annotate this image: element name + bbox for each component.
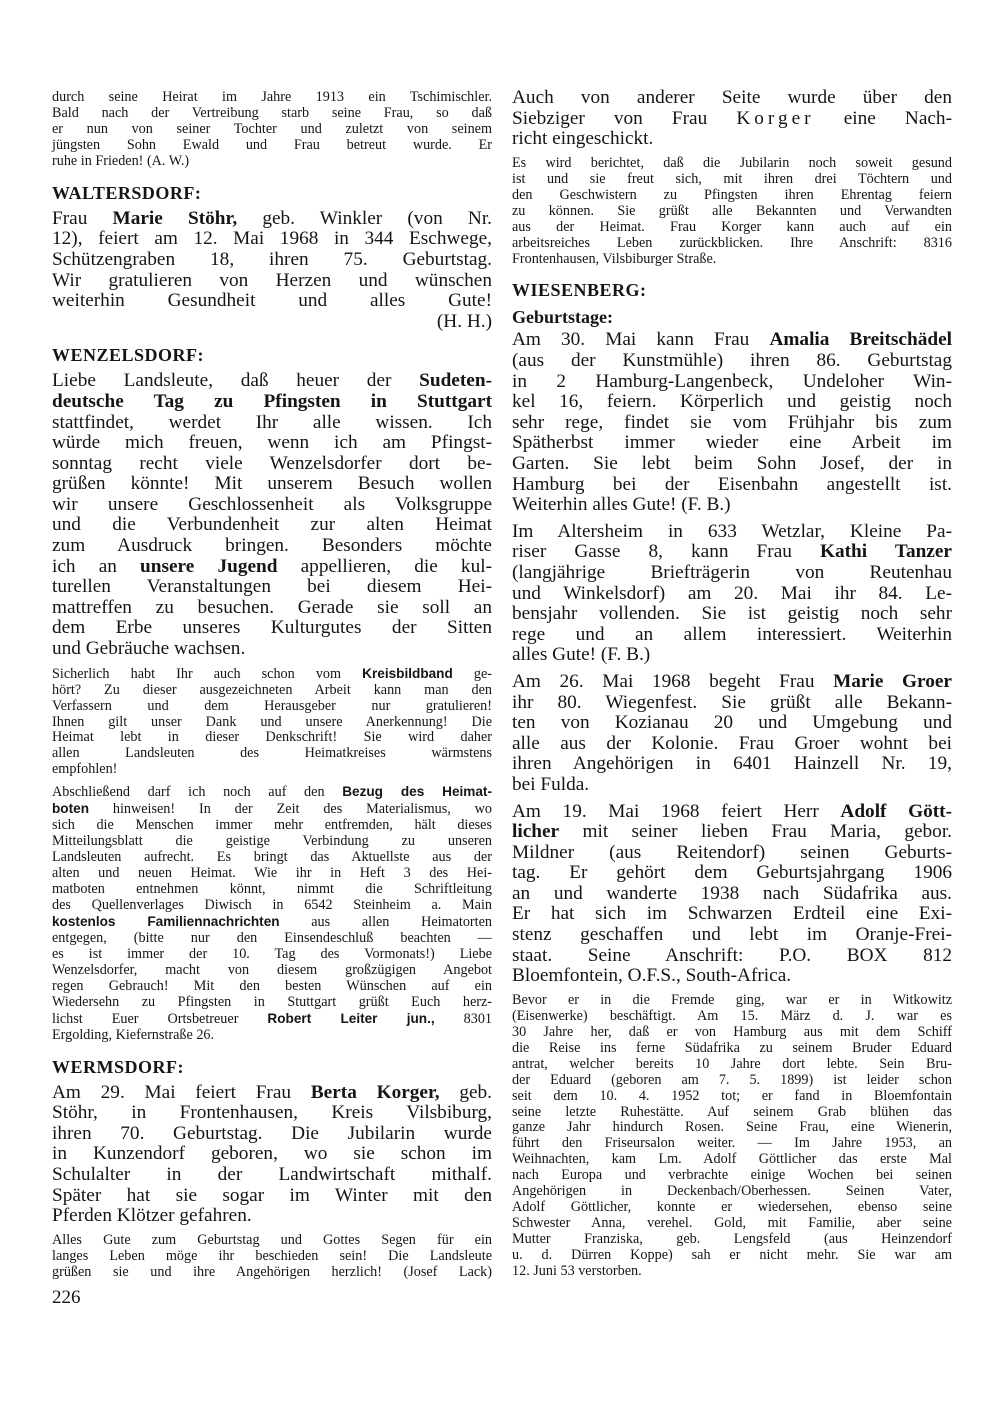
text-run: Am 19. Mai 1968 feiert Herr bbox=[512, 800, 841, 822]
text-line bbox=[52, 1011, 492, 1028]
text-line bbox=[52, 762, 492, 778]
text-run: und Gebräuche wachsen. bbox=[52, 638, 246, 660]
text-line bbox=[52, 392, 492, 413]
text-run: Verfassern und dem Herausgeber nur gratulieren! bbox=[52, 697, 492, 714]
text-run: (H. H.) bbox=[436, 310, 492, 332]
text-line bbox=[512, 884, 952, 905]
text-run: sich die Menschen immer mehr entfremden, hält dieses bbox=[52, 817, 492, 834]
text-run: Landsleuten aufrecht. Es bringt das Aktuellste aus der bbox=[52, 849, 492, 866]
text-run: ganze Jahr hindurch Rosen. Seine Frau, eine Wienerin, bbox=[512, 1119, 952, 1136]
text-line bbox=[52, 963, 492, 979]
text-run: in Kunzendorf geboren, wo sie schon im bbox=[52, 1143, 492, 1165]
text-run: 30 Jahre her, daß er von Hamburg aus mit dem Schiff bbox=[512, 1023, 952, 1040]
text-line bbox=[512, 1200, 952, 1216]
bold-text: Adolf Gött- bbox=[840, 800, 952, 822]
text-line bbox=[52, 1165, 492, 1186]
text-run: Korger bbox=[736, 107, 815, 129]
text-run: mattreffen zu besuchen. Gerade sie soll an bbox=[52, 596, 492, 618]
bold-text: unsere Jugend bbox=[140, 555, 278, 577]
paragraph bbox=[512, 802, 952, 987]
text-run: Wenzelsdorfer, macht von diesem großzügigen Angebot bbox=[52, 961, 492, 978]
text-line bbox=[512, 522, 952, 543]
text-line bbox=[52, 1144, 492, 1165]
text-run: Schulalter in der Landwirtschaft mithalf. bbox=[52, 1163, 492, 1185]
text-run: es ist immer der 10. Tag des Vormonats!) Liebe bbox=[52, 945, 492, 962]
text-run: Bevor er in die Fremde ging, war er in Witkowitz bbox=[512, 991, 952, 1008]
text-line bbox=[512, 802, 952, 823]
text-line bbox=[52, 666, 492, 683]
text-run: WIESENBERG: bbox=[512, 280, 647, 301]
text-run: lichst Euer Ortsbetreuer bbox=[52, 1010, 268, 1027]
text-run: WERMSDORF: bbox=[52, 1056, 184, 1077]
text-run: Spätherbst immer wieder eine Arbeit im bbox=[512, 432, 952, 454]
text-run: Ergolding, Kiefernstraße 26. bbox=[52, 1026, 215, 1043]
text-run: bensjahr vollenden. Sie ist geistig noch sehr bbox=[512, 603, 952, 625]
text-line bbox=[52, 850, 492, 866]
text-line bbox=[512, 775, 952, 796]
text-run: wir unsere Geschlossenheit als Volksgruppe bbox=[52, 493, 492, 515]
section-heading bbox=[52, 344, 492, 366]
text-line bbox=[52, 979, 492, 995]
text-run: ten von Kozianau 20 und Umgebung und bbox=[512, 712, 952, 734]
text-line bbox=[52, 784, 492, 801]
text-run: matboten entnehmen könnt, nimmt die Schriftleitung bbox=[52, 881, 492, 898]
text-run: Frontenhausen, Vilsbiburger Straße. bbox=[512, 250, 717, 267]
bold-text: Sudeten- bbox=[419, 370, 492, 392]
text-run: Wiedersehn zu Pfingsten in Stuttgart grüßt Euch herz- bbox=[52, 993, 492, 1010]
text-run: zum Ausdruck bringen. Besonders möchte bbox=[52, 535, 492, 557]
text-line bbox=[52, 209, 492, 230]
text-line bbox=[512, 330, 952, 351]
text-run: hinweisen! In der Zeit des Materialismus, wo bbox=[89, 801, 492, 818]
text-line bbox=[512, 1120, 952, 1136]
text-line bbox=[52, 433, 492, 454]
section-heading bbox=[512, 279, 952, 301]
text-line bbox=[52, 834, 492, 850]
text-line bbox=[512, 1184, 952, 1200]
text-run: Adolf Göttlicher, konnte er wiedersehen, ebenso seine bbox=[512, 1199, 952, 1216]
text-run: Es wird berichtet, daß die Jubilarin noch soweit gesund bbox=[512, 154, 952, 171]
text-run: Mutter Franziska, geb. Lengsfeld (aus Heinzendorf bbox=[512, 1231, 952, 1248]
text-run: alles Gute! (F. B.) bbox=[512, 644, 651, 666]
text-line bbox=[512, 563, 952, 584]
text-line bbox=[52, 154, 492, 170]
text-line bbox=[52, 312, 492, 333]
text-run: Wir gratulieren von Herzen und wünschen bbox=[52, 269, 492, 291]
text-line bbox=[512, 1152, 952, 1168]
text-run: Am 26. Mai 1968 begeht Frau bbox=[512, 670, 834, 692]
text-run: alle aus der Kolonie. Frau Groer wohnt bei bbox=[512, 732, 952, 754]
text-line bbox=[52, 474, 492, 495]
text-line bbox=[512, 1009, 952, 1025]
text-line bbox=[512, 1248, 952, 1264]
bold-text: Bezug des Heimat- bbox=[342, 784, 492, 800]
text-line bbox=[52, 577, 492, 598]
text-run: Weihnachten, kam Lm. Adolf Göttlicher das erste Mal bbox=[512, 1151, 952, 1168]
text-line bbox=[512, 1168, 952, 1184]
text-line bbox=[512, 584, 952, 605]
text-line bbox=[512, 993, 952, 1009]
text-run: Bald nach der Vertreibung starb seine Frau, so daß bbox=[52, 104, 492, 121]
text-run: und die Verbundenheit zur alten Heimat bbox=[52, 514, 492, 536]
text-run: aus allen Heimatorten bbox=[279, 913, 492, 930]
text-run: mit seiner lieben Frau Maria, gebor. bbox=[559, 821, 952, 843]
text-line bbox=[52, 454, 492, 475]
text-line bbox=[52, 1206, 492, 1227]
paragraph bbox=[512, 330, 952, 515]
text-run: Sicherlich habt Ihr auch schon vom bbox=[52, 665, 363, 682]
text-line bbox=[512, 495, 952, 516]
paragraph bbox=[52, 209, 492, 333]
text-run: stattfindet, werdet Ihr alle wissen. Ich bbox=[52, 411, 492, 433]
text-line bbox=[512, 604, 952, 625]
text-run: Angehörigen in Deckenbach/Oberhessen. Seinen Vater, bbox=[512, 1183, 952, 1200]
text-line bbox=[52, 715, 492, 731]
text-run: Mitteilungsblatt die geistige Verbindung zu unseren bbox=[52, 833, 492, 850]
text-line bbox=[512, 252, 952, 268]
text-run: grüßen könnte! Mit unserem Besuch wollen bbox=[52, 473, 492, 495]
text-run: sehr rege, findet sie vom Frühjahr bis zum bbox=[512, 411, 952, 433]
text-run: der Eduard (geboren am 7. 5. 1899) ist leider schon bbox=[512, 1071, 952, 1088]
text-run: regen Gebrauch! Mit den besten Wünschen auf ein bbox=[52, 977, 492, 994]
text-run: den Geschwistern zu Pfingsten ihren Ehrentag feiern bbox=[512, 186, 952, 203]
text-run: alten und neuen Heimat. Wie ihr in Heft 3 des Hei- bbox=[52, 865, 492, 882]
text-line bbox=[52, 683, 492, 699]
text-run: dem Erbe unseres Kulturgutes der Sitten bbox=[52, 617, 492, 639]
text-line bbox=[52, 746, 492, 762]
text-run: eine Nach- bbox=[814, 107, 952, 129]
text-line bbox=[52, 495, 492, 516]
text-line bbox=[52, 106, 492, 122]
text-line bbox=[512, 236, 952, 252]
text-run: Ihnen gilt unser Dank und unsere Anerkennung! Die bbox=[52, 713, 492, 730]
text-line bbox=[52, 229, 492, 250]
bold-text: deutsche Tag zu Pfingsten in Stuttgart bbox=[52, 390, 492, 412]
text-run: geb. Winkler (von Nr. bbox=[237, 207, 493, 229]
text-run: ruhe in Frieden! (A. W.) bbox=[52, 152, 190, 169]
bold-text: Amalia Breitschädel bbox=[769, 329, 952, 351]
text-run: ihren 70. Geburtstag. Die Jubilarin wurde bbox=[52, 1122, 492, 1144]
text-run: Siebziger von Frau bbox=[512, 107, 737, 129]
text-line bbox=[52, 122, 492, 138]
text-run: Bloemfontein, O.F.S., South-Africa. bbox=[512, 965, 792, 987]
bold-text: Marie Groer bbox=[833, 670, 952, 692]
text-run: antrat, welcher bereits 10 Jahre dort lebte. Sein Bru- bbox=[512, 1055, 952, 1072]
text-run: bei Fulda. bbox=[512, 773, 590, 795]
text-run: Abschließend darf ich noch auf den bbox=[52, 784, 343, 801]
text-line bbox=[52, 1124, 492, 1145]
text-line bbox=[52, 371, 492, 392]
text-run: Hamburg bei der Eisenbahn angestellt ist. bbox=[512, 473, 952, 495]
text-run: nach Europa und verbrachte einige Wochen bei seinen bbox=[512, 1167, 952, 1184]
text-run: Im Altersheim in 633 Wetzlar, Kleine Pa- bbox=[512, 520, 952, 542]
text-run: er nun von seiner Tochter und zuletzt von seinem bbox=[52, 120, 492, 137]
text-line bbox=[52, 271, 492, 292]
text-line bbox=[52, 618, 492, 639]
text-line bbox=[52, 995, 492, 1011]
text-line bbox=[52, 413, 492, 434]
text-run: grüßen sie und ihre Angehörigen herzlich! (Josef Lack) bbox=[52, 1263, 492, 1280]
text-line bbox=[512, 1041, 952, 1057]
text-line bbox=[52, 1265, 492, 1281]
subheading bbox=[512, 306, 952, 328]
text-run: u. d. Dürren Koppe) sah er nicht mehr. Sie war am bbox=[512, 1247, 952, 1264]
text-line bbox=[512, 220, 952, 236]
text-line bbox=[512, 1216, 952, 1232]
text-line bbox=[512, 1057, 952, 1073]
text-line bbox=[52, 1028, 492, 1044]
text-run: Pferden Klötzer gefahren. bbox=[52, 1205, 252, 1227]
text-run: Schwester Anna, verehel. Gold, mit Familie, aber seine bbox=[512, 1215, 952, 1232]
text-run: Am 30. Mai kann Frau bbox=[512, 329, 770, 351]
text-line bbox=[512, 188, 952, 204]
text-line bbox=[512, 172, 952, 188]
text-run: (aus der Kunstmühle) ihren 86. Geburtstag bbox=[512, 350, 952, 372]
text-line bbox=[512, 904, 952, 925]
text-line bbox=[512, 372, 952, 393]
text-run: aus der Heimat. Frau Korger kann auch auf ein bbox=[512, 218, 952, 235]
text-line bbox=[52, 1103, 492, 1124]
text-run: Er hat sich im Schwarzen Erdteil eine Exi- bbox=[512, 903, 952, 925]
text-line bbox=[512, 351, 952, 372]
text-run: Schützengraben 18, ihren 75. Geburtstag. bbox=[52, 248, 492, 270]
paragraph bbox=[512, 672, 952, 796]
text-run: riser Gasse 8, kann Frau bbox=[512, 541, 820, 563]
text-run: zu können. Sie grüßt alle Bekannten und Verwandten bbox=[512, 202, 952, 219]
text-line bbox=[512, 672, 952, 693]
text-line bbox=[512, 88, 952, 109]
text-run: an und wanderte 1938 nach Südafrika aus. bbox=[512, 882, 952, 904]
text-run: 8301 bbox=[434, 1010, 493, 1027]
text-line bbox=[512, 1232, 952, 1248]
text-line bbox=[512, 156, 952, 172]
text-line bbox=[52, 182, 492, 204]
text-line bbox=[512, 454, 952, 475]
text-run: des Quellenverlages Diwisch in 6542 Steinheim a. Main bbox=[52, 896, 492, 913]
text-line bbox=[512, 625, 952, 646]
paragraph bbox=[52, 1233, 492, 1281]
text-run: Auch von anderer Seite wurde über den bbox=[512, 87, 952, 108]
text-run: empfohlen! bbox=[52, 761, 118, 778]
text-run: WENZELSDORF: bbox=[52, 345, 205, 366]
text-line bbox=[52, 557, 492, 578]
text-line bbox=[512, 822, 952, 843]
text-line bbox=[512, 966, 952, 987]
text-run: Alles Gute zum Geburtstag und Gottes Segen für ein bbox=[52, 1231, 492, 1248]
text-run: Heimat lebt in dieser Denkschrift! Sie wird daher bbox=[52, 729, 492, 746]
text-line bbox=[52, 515, 492, 536]
text-line bbox=[52, 1056, 492, 1078]
text-run: rege und an allem interessiert. Weiterhin bbox=[512, 623, 952, 645]
text-run: Frau bbox=[52, 207, 113, 229]
text-line bbox=[512, 1073, 952, 1089]
text-line bbox=[52, 818, 492, 834]
text-run: staat. Seine Anschrift: P.O. BOX 812 bbox=[512, 944, 952, 966]
text-run: Garten. Sie lebt beim Sohn Josef, der in bbox=[512, 453, 952, 475]
paragraph bbox=[52, 1083, 492, 1227]
text-run: (Eisenwerke) beschäftigt. Am 15. März d. J. war es bbox=[512, 1007, 952, 1024]
text-line bbox=[512, 392, 952, 413]
bold-text: boten bbox=[52, 801, 89, 817]
text-line bbox=[512, 433, 952, 454]
text-run: und Winkelsdorf) am 20. Mai ihr 84. Le- bbox=[512, 582, 952, 604]
text-line bbox=[52, 90, 492, 106]
text-line bbox=[52, 536, 492, 557]
bold-text: Marie Stöhr, bbox=[112, 207, 238, 229]
text-line bbox=[52, 639, 492, 660]
text-run: WALTERSDORF: bbox=[52, 182, 202, 203]
text-line bbox=[512, 413, 952, 434]
text-line bbox=[52, 730, 492, 746]
text-run: seine letzte Ruhestätte. Auf seinem Grab blühen das bbox=[512, 1103, 952, 1120]
text-line bbox=[52, 1186, 492, 1207]
page-number: 226 bbox=[52, 1287, 81, 1308]
text-run: Mildner (aus Reitendorf) seinen Geburts- bbox=[512, 841, 952, 863]
text-line bbox=[512, 693, 952, 714]
section-heading bbox=[52, 1056, 492, 1078]
paragraph bbox=[52, 90, 492, 170]
text-line bbox=[512, 1105, 952, 1121]
text-run: (langjährige Briefträgerin von Reutenhau bbox=[512, 561, 952, 583]
text-line bbox=[512, 843, 952, 864]
text-line bbox=[512, 475, 952, 496]
text-run: seit dem 10. 4. 1952 tot; er fand in Bloemfontain bbox=[512, 1087, 952, 1104]
bold-text: Robert Leiter jun., bbox=[267, 1010, 435, 1026]
text-run: hört? Zu dieser ausgezeichneten Arbeit kann man den bbox=[52, 681, 492, 698]
bold-text: Kathi Tanzer bbox=[819, 541, 952, 563]
text-line bbox=[52, 914, 492, 931]
text-run: stenz geschaffen und lebt im Oranje-Frei- bbox=[512, 924, 952, 946]
text-line bbox=[512, 1089, 952, 1105]
paragraph bbox=[512, 88, 952, 150]
text-run: 12. Juni 53 verstorben. bbox=[512, 1263, 642, 1280]
text-run: ist und sie freut sich, mit ihren drei Töchtern und bbox=[512, 170, 952, 187]
text-line bbox=[512, 129, 952, 150]
text-run: Später hat sie sogar im Winter mit den bbox=[52, 1184, 492, 1206]
text-line bbox=[52, 866, 492, 882]
text-run: ihren Angehörigen in 6401 Hainzell Nr. 19, bbox=[512, 753, 952, 775]
text-run: Stöhr, in Frontenhausen, Kreis Vilsbiburg, bbox=[52, 1102, 492, 1124]
bold-text: kostenlos Familiennachrichten bbox=[52, 913, 280, 929]
text-line bbox=[512, 1136, 952, 1152]
text-run: ich an bbox=[52, 555, 141, 577]
paragraph bbox=[512, 993, 952, 1280]
right-column bbox=[512, 88, 952, 1286]
text-line bbox=[512, 713, 952, 734]
paragraph bbox=[512, 156, 952, 268]
text-run: entgegen, (bitte nur den Einsendeschluß beachten — bbox=[52, 929, 492, 946]
paragraph bbox=[512, 522, 952, 666]
text-run: appellieren, die kul- bbox=[277, 555, 492, 577]
text-run: Liebe Landsleute, daß heuer der bbox=[52, 370, 420, 392]
text-run: jüngsten Sohn Ewald und Frau betreut wurde. Er bbox=[52, 136, 492, 153]
text-run: Am 29. Mai feiert Frau bbox=[52, 1081, 311, 1103]
text-run: sonntag recht viele Wenzelsdorfer dort be- bbox=[52, 452, 492, 474]
section-heading bbox=[52, 182, 492, 204]
text-line bbox=[52, 947, 492, 963]
text-line bbox=[52, 898, 492, 914]
text-line bbox=[52, 1233, 492, 1249]
text-run: durch seine Heirat im Jahre 1913 ein Tschimischler. bbox=[52, 89, 492, 105]
text-line bbox=[512, 542, 952, 563]
text-line bbox=[52, 1083, 492, 1104]
text-run: turellen Veranstaltungen bei diesem Hei- bbox=[52, 576, 492, 598]
text-line bbox=[512, 754, 952, 775]
text-run: Weiterhin alles Gute! (F. B.) bbox=[512, 494, 731, 516]
left-column bbox=[52, 90, 492, 1287]
text-run: allen Landsleuten des Heimatkreises wärmstens bbox=[52, 745, 492, 762]
text-run: kel 16, feiern. Körperlich und geistig noch bbox=[512, 391, 952, 413]
text-run: in 2 Hamburg-Langenbeck, Undeloher Win- bbox=[512, 370, 952, 392]
text-run: 12), feiert am 12. Mai 1968 in 344 Eschwege, bbox=[52, 228, 492, 250]
text-run: weiterhin Gesundheit und alles Gute! bbox=[52, 290, 492, 312]
text-line bbox=[512, 1264, 952, 1280]
text-line bbox=[512, 645, 952, 666]
paragraph bbox=[52, 666, 492, 779]
text-line bbox=[52, 931, 492, 947]
text-line bbox=[52, 1249, 492, 1265]
text-run: würde mich freuen, wenn ich am Pfingst- bbox=[52, 432, 492, 454]
text-run: richt eingeschickt. bbox=[512, 128, 654, 150]
text-line bbox=[52, 882, 492, 898]
text-line bbox=[512, 925, 952, 946]
bold-text: Kreisbildband bbox=[362, 665, 453, 681]
text-line bbox=[512, 734, 952, 755]
text-run: führt den Friseursalon weiter. — Im Jahre 1953, an bbox=[512, 1135, 952, 1152]
text-run: Geburtstage: bbox=[512, 307, 613, 328]
text-line bbox=[512, 946, 952, 967]
bold-text: licher bbox=[512, 821, 560, 843]
text-line bbox=[512, 306, 952, 328]
text-line bbox=[52, 344, 492, 366]
text-line bbox=[52, 598, 492, 619]
text-run: langes Leben möge ihr beschieden sein! Die Landsleute bbox=[52, 1247, 492, 1264]
bold-text: Berta Korger, bbox=[310, 1081, 440, 1103]
text-run: tag. Er gehört dem Geburtsjahrgang 1906 bbox=[512, 862, 952, 884]
text-line bbox=[512, 109, 952, 130]
text-line bbox=[52, 138, 492, 154]
text-run: ge- bbox=[452, 665, 493, 682]
text-run: arbeitsreiches Leben zurückblicken. Ihre Anschrift: 8316 bbox=[512, 234, 952, 251]
paragraph bbox=[52, 784, 492, 1043]
text-line bbox=[512, 204, 952, 220]
text-line bbox=[52, 801, 492, 818]
text-line bbox=[52, 291, 492, 312]
text-line bbox=[512, 1025, 952, 1041]
text-run: geb. bbox=[439, 1081, 492, 1103]
paragraph bbox=[52, 371, 492, 659]
text-line bbox=[52, 699, 492, 715]
text-line bbox=[512, 863, 952, 884]
text-run: ihr 80. Wiegenfest. Sie grüßt alle Bekann- bbox=[512, 691, 952, 713]
text-line bbox=[512, 279, 952, 301]
text-line bbox=[52, 250, 492, 271]
text-run: die Reise ins ferne Südafrika zu seinem Bruder Eduard bbox=[512, 1039, 952, 1056]
